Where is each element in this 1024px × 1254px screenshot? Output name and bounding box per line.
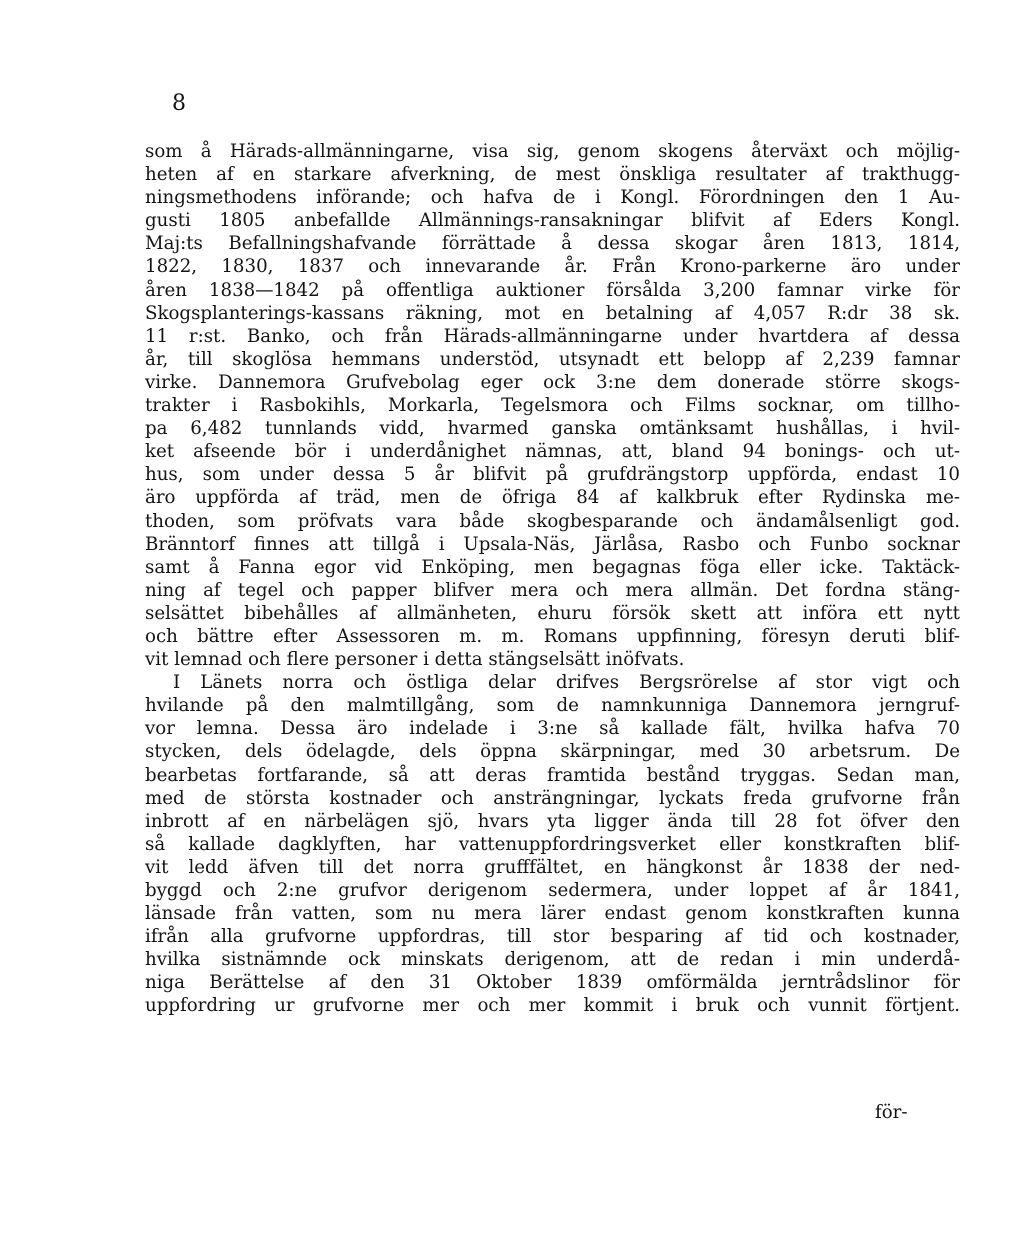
text-line: hus, som under dessa 5 år blifvit på grufdrängstorp uppförda, endast 10 xyxy=(145,464,960,486)
text-line: trakter i Rasbokihls, Morkarla, Tegelsmora och Films socknar, om tillho- xyxy=(145,395,960,417)
text-line: äro uppförda af träd, men de öfriga 84 af kalkbruk efter Rydinska me- xyxy=(145,487,960,509)
text-line: virke. Dannemora Grufvebolag eger ock 3:ne dem donerade större skogs- xyxy=(145,371,960,393)
text-line: år, till skoglösa hemmans understöd, utsynadt ett belopp af 2,239 famnar xyxy=(145,348,960,370)
text-line: hvilande på den malmtillgång, som de namnkunniga Dannemora jerngruf- xyxy=(145,695,960,717)
body-text xyxy=(145,140,960,1018)
text-line: pa 6,482 tunnlands vidd, hvarmed ganska omtänksamt hushållas, i hvil- xyxy=(145,418,960,440)
text-line: Bränntorf finnes att tillgå i Upsala-Näs, Järlåsa, Rasbo och Funbo socknar xyxy=(145,533,960,555)
text-line: vit ledd äfven till det norra grufffältet, en hängkonst år 1838 der ned- xyxy=(145,856,960,878)
text-line: samt å Fanna egor vid Enköping, men begagnas föga eller icke. Taktäck- xyxy=(145,556,960,578)
text-line: ifrån alla grufvorne uppfordras, till stor besparing af tid och kostnader, xyxy=(145,926,960,948)
text-line: bearbetas fortfarande, så att deras framtida bestånd tryggas. Sedan man, xyxy=(145,764,960,786)
text-line: uppfordring ur grufvorne mer och mer kommit i bruk och vunnit förtjent. xyxy=(145,995,960,1017)
text-line: Maj:ts Befallningshafvande förrättade å dessa skogar åren 1813, 1814, xyxy=(145,233,960,255)
text-line: länsade från vatten, som nu mera lärer endast genom konstkraften kunna xyxy=(145,903,960,925)
text-line: som å Härads-allmänningarne, visa sig, genom skogens återväxt och möjlig- xyxy=(145,141,960,162)
text-line: och bättre efter Assessoren m. m. Romans uppfinning, föresyn deruti blif- xyxy=(145,625,960,647)
text-line: selsättet bibehålles af allmänheten, ehuru försök skett att införa ett nytt xyxy=(145,602,960,624)
text-line: vit lemnad och flere personer i detta stängselsätt inöfvats. xyxy=(145,649,685,671)
text-line: ningsmethodens införande; och hafva de i Kongl. Förordningen den 1 Au- xyxy=(145,187,960,209)
text-line: stycken, dels ödelagde, dels öppna skärpningar, med 30 arbetsrum. De xyxy=(145,741,960,763)
text-line: Skogsplanterings-kassans räkning, mot en betalning af 4,057 R:dr 38 sk. xyxy=(145,302,960,324)
text-line: I Länets norra och östliga delar drifves Bergsrörelse af stor vigt och xyxy=(173,672,960,694)
text-line: vor lemna. Dessa äro indelade i 3:ne så kallade fält, hvilka hafva 70 xyxy=(145,718,960,740)
text-line: heten af en starkare afverkning, de mest önskliga resultater af trakthugg- xyxy=(145,164,960,186)
text-line: åren 1838—1842 på offentliga auktioner försålda 3,200 famnar virke för xyxy=(145,279,960,301)
text-line: 11 r:st. Banko, och från Härads-allmänningarne under hvartdera af dessa xyxy=(145,325,960,347)
text-line: ning af tegel och papper blifver mera och mera allmän. Det fordna stäng- xyxy=(145,579,960,601)
catchword: för- xyxy=(875,1102,908,1123)
text-line: byggd och 2:ne grufvor derigenom sedermera, under loppet af år 1841, xyxy=(145,880,960,901)
text-line: gusti 1805 anbefallde Allmännings-ransakningar blifvit af Eders Kongl. xyxy=(145,210,960,232)
page-number: 8 xyxy=(172,91,186,116)
text-line: thoden, som pröfvats vara både skogbesparande och ändamålsenligt god. xyxy=(145,510,960,532)
text-line: ket afseende bör i underdånighet nämnas, att, bland 94 bonings- och ut- xyxy=(145,441,960,463)
text-line: niga Berättelse af den 31 Oktober 1839 omförmälda jerntrådslinor för xyxy=(145,972,960,994)
text-line: 1822, 1830, 1837 och innevarande år. Från Krono-parkerne äro under xyxy=(145,256,960,278)
text-line: hvilka sistnämnde ock minskats derigenom, att de redan i min underdå- xyxy=(145,949,960,971)
text-line: så kallade dagklyften, har vattenuppfordringsverket eller konstkraften blif- xyxy=(145,833,960,855)
text-line: inbrott af en närbelägen sjö, hvars yta ligger ända till 28 fot öfver den xyxy=(145,810,960,832)
text-line: med de största kostnader och ansträngningar, lyckats freda grufvorne från xyxy=(145,787,960,809)
